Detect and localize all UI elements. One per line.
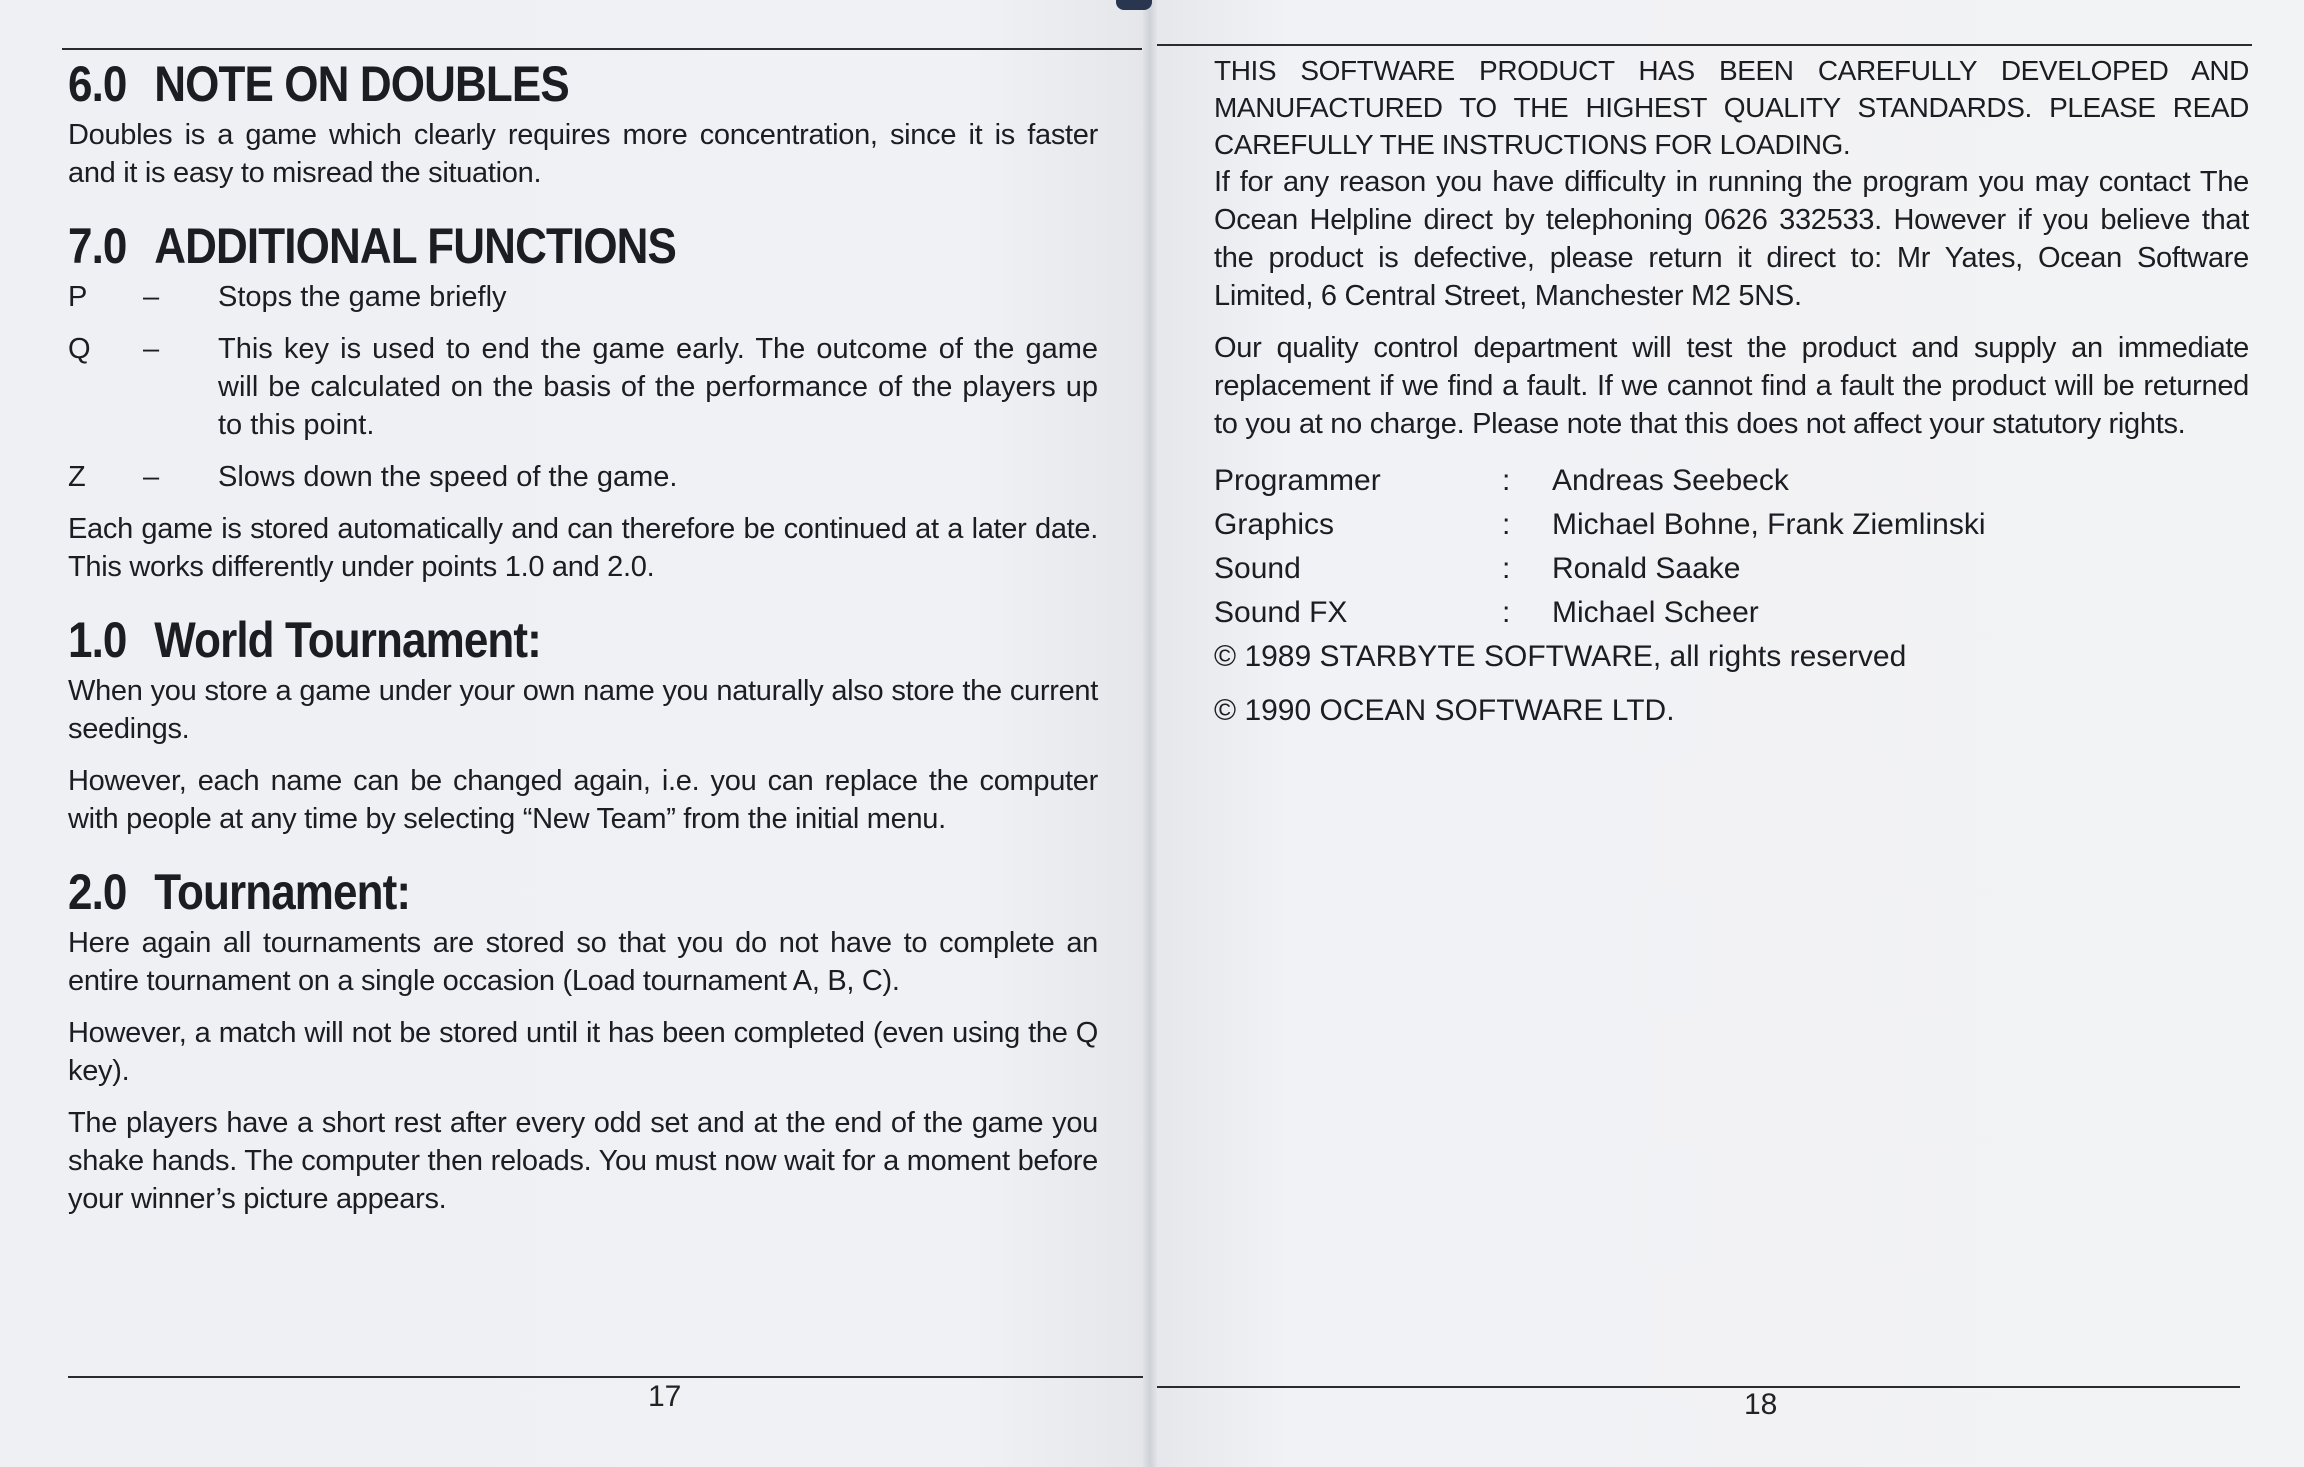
- key-label: P: [68, 281, 88, 313]
- credit-role: Sound FX: [1214, 596, 1348, 629]
- quality-notice: THIS SOFTWARE PRODUCT HAS BEEN CAREFULLY DEVELOPED AND MANUFACTURED TO THE HIGHEST QUALITY STANDARDS. PLEASE READ CAREFULLY THE INSTRUCTIONS FOR LOADING.: [1214, 55, 2249, 160]
- credit-colon: :: [1502, 508, 1511, 541]
- credit-row-programmer: [1214, 459, 2249, 503]
- credit-name: Ronald Saake: [1552, 552, 1741, 585]
- world-paragraph-1: When you store a game under your own name you naturally also store the current seedings.: [68, 675, 1098, 745]
- bottom-rule: [68, 1376, 1148, 1378]
- section-title: ADDITIONAL FUNCTIONS: [154, 218, 677, 274]
- credit-role: Programmer: [1214, 464, 1381, 497]
- tournament-paragraph-3: The players have a short rest after every odd set and at the end of the game you shake hands. The computer then reloads. You must now wait for a moment before your winner’s picture appears.: [68, 1107, 1098, 1215]
- key-description: This key is used to end the game early. The outcome of the game will be calculated on the basis of the performance of the players up to this point.: [218, 333, 1098, 441]
- top-rule: [1152, 44, 2252, 46]
- key-row-z: [68, 458, 1098, 496]
- credit-colon: :: [1502, 596, 1511, 629]
- key-dash: –: [143, 281, 160, 313]
- binding-mark: [1116, 0, 1152, 10]
- page-number: 18: [1744, 1388, 1778, 1421]
- credit-row-sound-fx: [1214, 591, 2249, 635]
- section-number: 1.0: [68, 612, 127, 668]
- tournament-paragraph-2: However, a match will not be stored until it has been completed (even using the Q key).: [68, 1017, 1098, 1087]
- left-column: [68, 48, 1098, 1218]
- helpline-paragraph: If for any reason you have difficulty in running the program you may contact The Ocean Helpline direct by telephoning 0626 332533. However if you believe that the product is defective, please return it direct to: Mr Yates, Ocean Software Limited, 6 Central Street, Manchester M2 5NS.: [1214, 166, 2249, 312]
- section-number: 2.0: [68, 864, 127, 920]
- page-number: 17: [648, 1380, 682, 1413]
- book-gutter: [1143, 0, 1157, 1467]
- section-heading-functions: [68, 214, 974, 278]
- section-title: NOTE ON DOUBLES: [154, 56, 569, 112]
- credit-name: Michael Bohne, Frank Ziemlinski: [1552, 508, 1986, 541]
- left-page: [0, 0, 1148, 1467]
- credit-row-graphics: [1214, 503, 2249, 547]
- credit-colon: :: [1502, 552, 1511, 585]
- credit-colon: :: [1502, 464, 1511, 497]
- credit-name: Michael Scheer: [1552, 596, 1759, 629]
- section-heading-tournament: [68, 860, 974, 924]
- key-description: Slows down the speed of the game.: [218, 461, 678, 493]
- credit-role: Sound: [1214, 552, 1301, 585]
- tournament-paragraph-1: Here again all tournaments are stored so that you do not have to complete an entire tournament on a single occasion (Load tournament A, B, C).: [68, 927, 1098, 997]
- key-description: Stops the game briefly: [218, 281, 507, 313]
- key-row-q: [68, 330, 1098, 444]
- section-title: Tournament:: [154, 864, 411, 920]
- section-heading-world-tournament: [68, 608, 974, 672]
- copyright-ocean: © 1990 OCEAN SOFTWARE LTD.: [1214, 694, 1675, 727]
- storage-paragraph: Each game is stored automatically and can therefore be continued at a later date. This works differently under points 1.0 and 2.0.: [68, 513, 1098, 583]
- credit-role: Graphics: [1214, 508, 1335, 541]
- replacement-paragraph: Our quality control department will test the product and supply an immediate replacement if we find a fault. If we cannot find a fault the product will be returned to you at no charge. Please note that this does not affect your statutory rights.: [1214, 332, 2249, 440]
- right-column: [1214, 52, 2249, 733]
- copyright-starbyte: © 1989 STARBYTE SOFTWARE, all rights reserved: [1214, 640, 1907, 673]
- key-row-p: [68, 278, 1098, 316]
- section-number: 6.0: [68, 56, 127, 112]
- key-dash: –: [143, 333, 160, 365]
- world-paragraph-2: However, each name can be changed again, i.e. you can replace the computer with people at any time by selecting “New Team” from the initial menu.: [68, 765, 1098, 835]
- key-label: Q: [68, 333, 91, 365]
- section-heading-doubles: [68, 52, 974, 116]
- key-label: Z: [68, 461, 86, 493]
- credit-name: Andreas Seebeck: [1552, 464, 1789, 497]
- bottom-rule: [1152, 1386, 2240, 1388]
- doubles-paragraph: Doubles is a game which clearly requires more concentration, since it is faster and it is easy to misread the situation.: [68, 119, 1098, 189]
- credits-list: [1214, 459, 2249, 635]
- right-page: [1152, 0, 2304, 1467]
- credit-row-sound: [1214, 547, 2249, 591]
- key-dash: –: [143, 461, 160, 493]
- section-number: 7.0: [68, 218, 127, 274]
- section-title: World Tournament:: [154, 612, 541, 668]
